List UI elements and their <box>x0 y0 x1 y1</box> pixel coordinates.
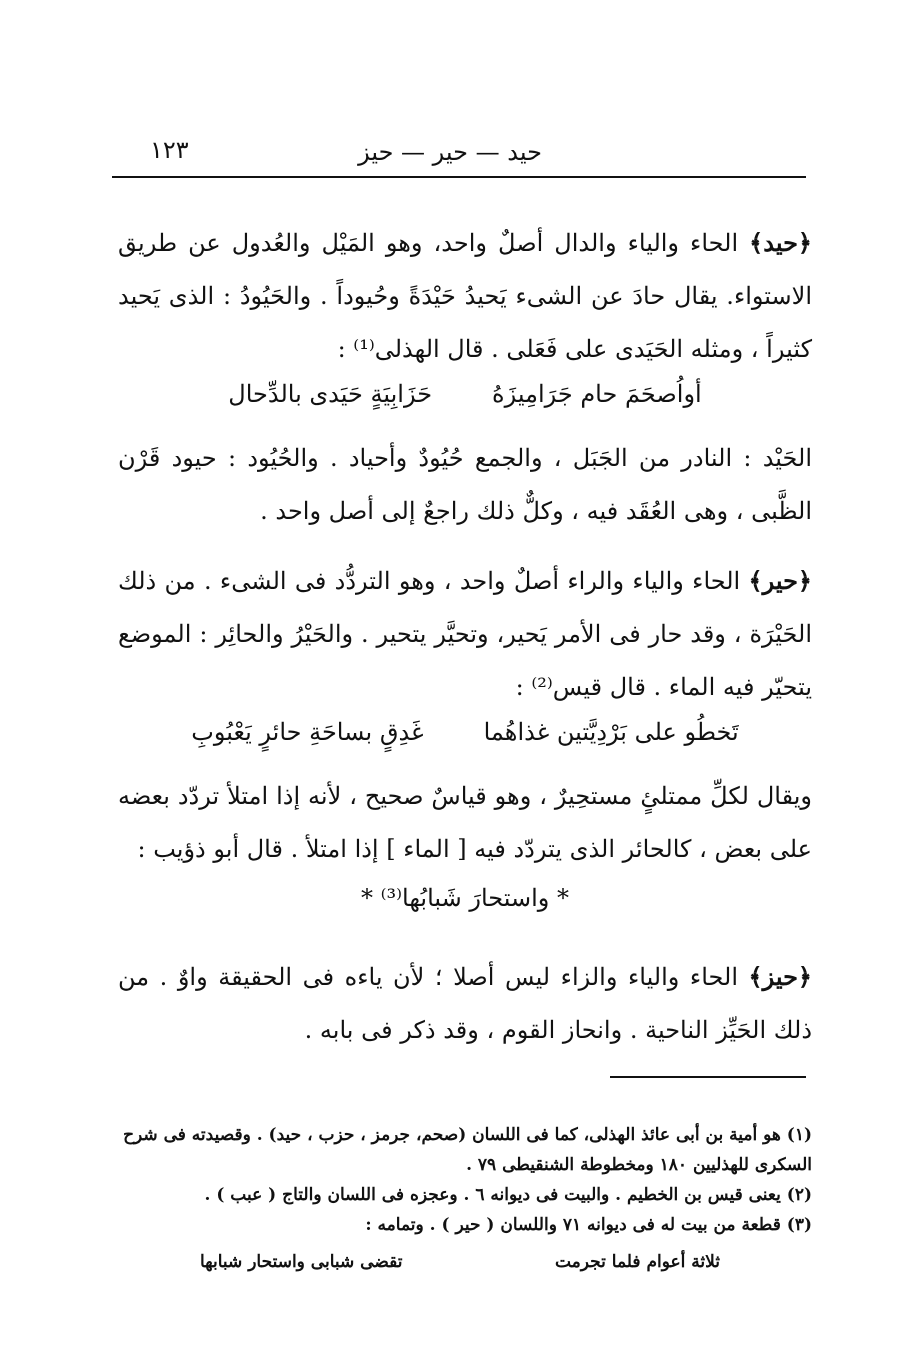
footnote-3: (٣) قطعة من بيت له فى ديوانه ٧١ واللسان ( حير ) . وتمامه : <box>365 1215 812 1235</box>
verse-hemistich-1: تَخطُو على بَرْدِيَّتين غذاهُما <box>483 718 739 746</box>
entry-paragraph <box>118 554 812 714</box>
entry-hayd-continuation <box>118 432 812 538</box>
verse-hemistich-1: أواُصحَمَ حام جَرَامِيزَهُ <box>492 380 702 408</box>
entry-paragraph: الحَيْد : النادر من الجَبَل ، والجمع حُيُودٌ وأحياد . والحُيُود : حيود قَرْن الظَّبى ، وهى العُقَد فيه ، وكلٌّ ذلك راجعٌ إلى أصل واحد . <box>118 444 813 525</box>
entry-paragraph <box>118 216 812 376</box>
footnote-1: (١) هو أمية بن أبى عائذ الهذلى، كما فى اللسان (صحم، جرمز ، حزب ، حيد) . وقصيدته فى شرح السكرى للهذليين ١٨٠ ومخطوطة الشنقيطى ٧٩ . <box>123 1125 812 1175</box>
entry-hayd <box>118 216 812 376</box>
verse-hemistich-2: غَدِقٍ بساحَةِ حائرٍ يَعْبُوبِ <box>191 718 424 746</box>
page-number: ١٢٣ <box>150 136 189 164</box>
entry-paragraph: ويقال لكلِّ ممتلئٍ مستحِيرٌ ، وهو قياسٌ صحيح ، لأنه إذا امتلأ تردّد بعضه على بعض ، كالحائر الذى يتردّد فيه [ الماء ] إذا امتلأ . قال أبو ذؤيب : <box>118 782 812 863</box>
entry-paragraph <box>118 950 812 1057</box>
footnote-verse <box>200 1252 720 1272</box>
entry-text: الحاء والياء والراء أصلٌ واحد ، وهو التردُّد فى الشىء . من ذلك الحَيْرَة ، وقد حار فى الأمر يَحير، وتحيَّر يتحير . والحَيْرُ والحائِر : الموضع يتحيّر فيه الماء . قال قيس⁽²⁾ : <box>118 567 812 701</box>
running-header-title: حيد — حير — حيز <box>358 138 542 166</box>
footnote-verse-hemistich-1: ثلاثة أعوام فلما تجرمت <box>554 1252 720 1272</box>
footnote-2: (٢) يعنى قيس بن الخطيم . والبيت فى ديوانه ٦ . وعجزه فى اللسان والتاج ( عبب ) . <box>204 1185 812 1205</box>
footnote-verse-hemistich-2: تقضى شبابى واستحار شبابها <box>200 1252 403 1272</box>
verse-line <box>118 718 812 746</box>
headword: ﴿حير﴾ <box>748 566 812 595</box>
verse-hemistich-2: حَزَابِيَةٍ حَيَدى بالدِّحال <box>228 380 433 408</box>
quoted-fragment: * واستحارَ شَبابُها⁽³⁾ * <box>360 884 570 912</box>
headword: ﴿حيز﴾ <box>748 962 812 991</box>
entry-hayz <box>118 950 812 1057</box>
header-rule <box>112 176 806 178</box>
entry-hayr-continuation <box>118 770 812 876</box>
entry-text: الحاء والياء والدال أصلٌ واحد، وهو المَيْل والعُدول عن طريق الاستواء. يقال حادَ عن الشىء يَحيدُ حَيْدَةً وحُيوداً . والحَيُودُ : الذى يَحيد كثيراً ، ومثله الحَيَدى على فَعَلى . قال الهذلى⁽¹⁾ : <box>118 229 812 363</box>
headword: ﴿حيد﴾ <box>749 228 812 257</box>
verse-line <box>118 380 812 408</box>
entry-text: الحاء والياء والزاء ليس أصلا ؛ لأن ياءه فى الحقيقة واوٌ . من ذلك الحَيِّز الناحية . وانحاز القوم ، وقد ذكر فى بابه . <box>118 963 812 1044</box>
footnotes <box>118 1120 812 1240</box>
entry-hayr <box>118 554 812 714</box>
footnote-rule <box>610 1076 806 1078</box>
